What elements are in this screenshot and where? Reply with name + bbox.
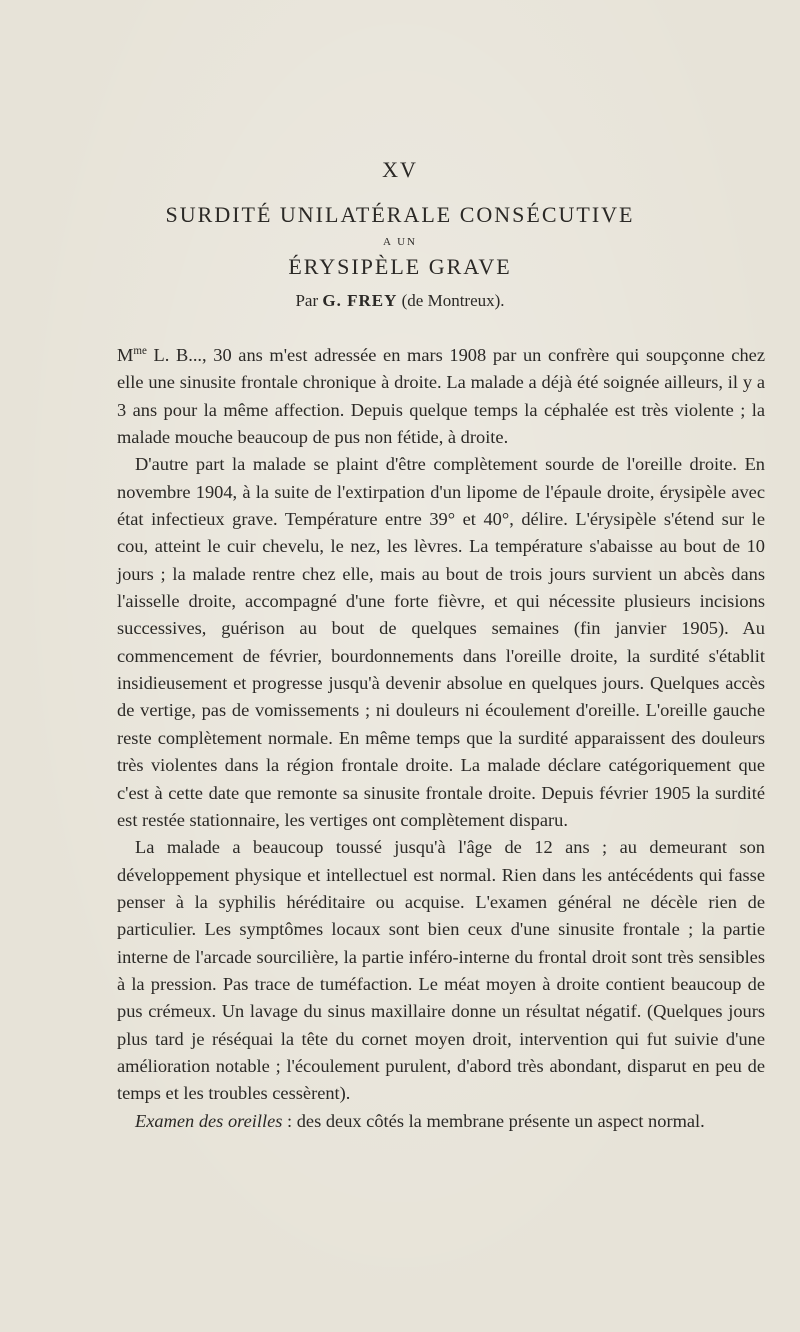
paragraph-2: D'autre part la malade se plaint d'être complètement sourde de l'oreille droite. En novembre 1904, à la suite de l'extirpation d'un lipome de l'épaule droite, érysipèle avec état infectieux grave. Température entre 39° et 40°, délire. L'érysipèle s'étend sur le cou, atteint le cuir chevelu, le nez, les lèvres. La température s'abaisse au bout de 10 jours ; la malade rentre chez elle, mais au bout de trois jours survient un abcès dans l'aisselle droite, accompagné d'une forte fièvre, et qui nécessite plusieurs incisions successives, guérison au bout de quelques semaines (fin janvier 1905). Au commencement de février, bourdonnements dans l'oreille droite, la surdité s'établit insidieusement et progresse jusqu'à devenir absolue en quelques jours. Quelques accès de vertige, pas de vomissements ; ni douleurs ni écoulement d'oreille. L'oreille gauche reste complètement normale. En même temps que la surdité apparaissent des douleurs très violentes dans la région frontale droite. La malade déclare catégoriquement que c'est à cette date que remonte sa sinusite frontale droite. Depuis février 1905 la surdité est restée stationnaire, les vertiges ont complètement disparu.: [117, 454, 765, 830]
byline-prefix: Par: [295, 291, 319, 310]
article-title-line1: SURDITÉ UNILATÉRALE CONSÉCUTIVE: [165, 202, 635, 227]
paragraph-3: La malade a beaucoup toussé jusqu'à l'âge de 12 ans ; au demeurant son développement physique et intellectuel est normal. Rien dans les antécédents qui fasse penser à la syphilis héréditaire ou acquise. L'examen général ne décèle rien de particulier. Les symptômes locaux sont bien ceux d'une sinusite frontale ; la partie interne de l'arcade sourcilière, la partie inféro-interne du frontal droit sont très sensibles à la pression. Pas trace de tuméfaction. Le méat moyen à droite contient beaucoup de pus crémeux. Un lavage du sinus maxillaire donne un résultat négatif. (Quelques jours plus tard je réséquai la tête du cornet moyen droit, intervention qui fut suivie d'une amélioration notable ; l'écoulement purulent, d'abord très abondant, disparut en peu de temps et les troubles cessèrent).: [117, 837, 765, 1104]
article-title-line2: A UN: [383, 236, 417, 248]
author-affiliation: (de Montreux).: [401, 291, 505, 310]
byline: [0, 289, 800, 313]
author-name: G. FREY: [322, 291, 398, 310]
chapter-number: XV: [382, 157, 418, 182]
paragraph-1: [117, 342, 765, 451]
article-body: [117, 342, 765, 1135]
paragraph-1-text: L. B..., 30 ans m'est adressée en mars 1908 par un confrère qui soupçonne chez elle une sinusite frontale chronique à droite. La malade a déjà été soignée ailleurs, il y a 3 ans pour la même affection. Depuis quelque temps la céphalée est très violente ; la malade mouche beaucoup de pus non fétide, à droite.: [117, 345, 765, 448]
salutation-superscript: me: [133, 344, 147, 357]
paragraph-4-text: : des deux côtés la membrane présente un aspect normal.: [282, 1110, 705, 1131]
section-heading-italic: Examen des oreilles: [135, 1110, 283, 1131]
salutation: M: [117, 345, 134, 365]
article-header: [0, 155, 800, 313]
article-title-line3: ÉRYSIPÈLE GRAVE: [288, 254, 512, 279]
paragraph-4: [117, 1108, 765, 1135]
